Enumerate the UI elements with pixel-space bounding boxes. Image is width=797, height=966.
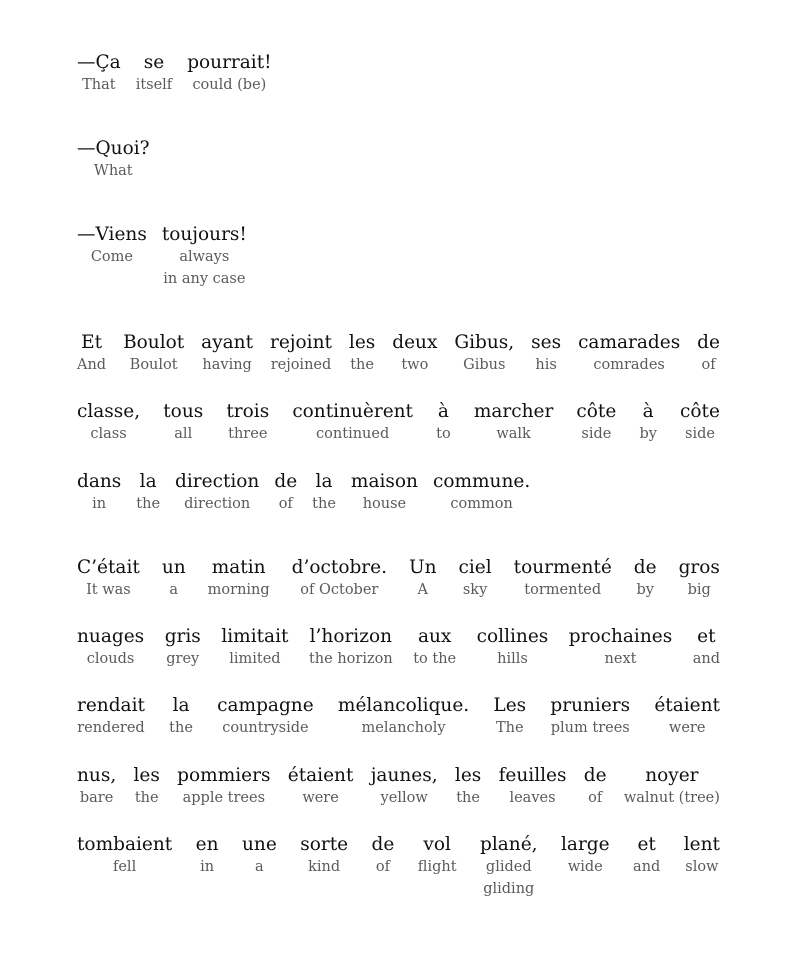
french-word: nus,: [77, 765, 117, 786]
english-gloss: continued: [316, 426, 390, 442]
french-word: lent: [683, 834, 720, 855]
english-gloss: wide: [567, 859, 603, 875]
word-pair: [134, 765, 160, 809]
english-gloss: common: [450, 496, 513, 512]
english-gloss: comrades: [593, 357, 665, 373]
word-pair: [624, 765, 720, 809]
english-gloss: hills: [497, 651, 528, 667]
french-word: ayant: [201, 332, 254, 353]
word-pair: [679, 557, 720, 601]
english-gloss: walk: [496, 426, 531, 442]
french-word: direction: [175, 471, 260, 492]
english-gloss: Come: [90, 249, 133, 265]
french-word: Et: [81, 332, 103, 353]
french-word: Les: [493, 695, 527, 716]
word-pair: [187, 52, 271, 96]
english-gloss: apple trees: [182, 790, 266, 806]
english-gloss: the: [350, 357, 374, 373]
french-word: nuages: [77, 626, 145, 647]
french-word: feuilles: [498, 765, 567, 786]
french-word: toujours!: [161, 224, 247, 245]
french-word: Boulot: [123, 332, 185, 353]
french-word: noyer: [645, 765, 699, 786]
english-gloss: It was: [86, 582, 131, 598]
english-gloss: all: [174, 426, 193, 442]
word-pair: [633, 834, 660, 878]
french-word: pommiers: [177, 765, 271, 786]
word-pair: [455, 765, 481, 809]
french-word: à: [642, 401, 654, 422]
english-gloss: were: [668, 720, 706, 736]
french-word: limitait: [221, 626, 289, 647]
word-pair: [569, 626, 672, 670]
english-gloss: big: [687, 582, 711, 598]
english-gloss: countryside: [222, 720, 309, 736]
word-pair: [697, 332, 720, 376]
word-pair: [217, 695, 314, 739]
word-pair: [349, 332, 375, 376]
french-word: tous: [163, 401, 204, 422]
french-word: vol: [423, 834, 451, 855]
word-pair: [77, 834, 172, 878]
word-pair: [162, 557, 186, 601]
english-gloss: yellow: [380, 790, 428, 806]
english-gloss: two: [401, 357, 429, 373]
english-gloss: the: [134, 790, 159, 806]
english-gloss: A: [417, 582, 428, 598]
english-gloss: the: [456, 790, 480, 806]
english-gloss: leaves: [509, 790, 556, 806]
gloss-line: [77, 765, 720, 809]
english-gloss: of: [701, 357, 716, 373]
word-pair: [392, 332, 437, 376]
french-word: continuèrent: [292, 401, 413, 422]
french-word: étaient: [654, 695, 720, 716]
french-word: tourmenté: [513, 557, 612, 578]
english-gloss-alternate: in any case: [163, 271, 246, 287]
gloss-line: [77, 52, 272, 96]
english-gloss: the: [169, 720, 193, 736]
french-word: —Viens: [77, 224, 147, 245]
english-gloss: the: [136, 496, 161, 512]
word-pair: [409, 557, 437, 601]
word-pair: [418, 834, 457, 878]
word-pair: [561, 834, 610, 878]
gloss-line: [77, 834, 720, 900]
french-word: une: [241, 834, 277, 855]
french-word: large: [561, 834, 610, 855]
english-gloss: could (be): [192, 77, 267, 93]
french-word: la: [139, 471, 157, 492]
french-word: camarades: [578, 332, 681, 353]
word-pair: [338, 695, 469, 739]
english-gloss: of October: [300, 582, 379, 598]
english-gloss: itself: [135, 77, 173, 93]
french-word: la: [315, 471, 333, 492]
french-word: à: [437, 401, 449, 422]
english-gloss: in: [92, 496, 107, 512]
english-gloss: and: [692, 651, 720, 667]
english-gloss: direction: [184, 496, 251, 512]
english-gloss: melancholy: [361, 720, 446, 736]
gloss-line: [77, 695, 720, 739]
word-pair: [413, 626, 456, 670]
french-word: de: [371, 834, 395, 855]
word-pair: [639, 401, 656, 445]
french-word: marcher: [473, 401, 554, 422]
word-pair: [162, 224, 247, 290]
french-word: étaient: [287, 765, 354, 786]
word-pair: [77, 52, 121, 96]
english-gloss: plum trees: [550, 720, 630, 736]
gloss-line: [77, 557, 720, 601]
french-word: pruniers: [550, 695, 631, 716]
word-pair: [372, 834, 395, 878]
word-pair: [123, 332, 184, 376]
word-pair: [288, 765, 354, 809]
word-pair: [684, 834, 720, 878]
word-pair: [514, 557, 612, 601]
english-gloss: to the: [413, 651, 457, 667]
english-gloss: by: [639, 426, 657, 442]
word-pair: [578, 332, 680, 376]
english-gloss: of: [588, 790, 603, 806]
english-gloss: always: [179, 249, 230, 265]
english-gloss: Gibus: [463, 357, 506, 373]
word-pair: [550, 695, 630, 739]
word-pair: [292, 557, 387, 601]
english-gloss: fell: [112, 859, 137, 875]
french-word: —Quoi?: [77, 138, 150, 159]
french-word: Gibus,: [454, 332, 515, 353]
french-word: C’était: [77, 557, 140, 578]
french-word: classe,: [77, 401, 141, 422]
word-pair: [77, 401, 140, 445]
word-pair: [208, 557, 270, 601]
english-gloss: of: [278, 496, 293, 512]
english-gloss: the horizon: [308, 651, 393, 667]
english-gloss: slow: [685, 859, 719, 875]
english-gloss: three: [228, 426, 268, 442]
english-gloss: kind: [308, 859, 341, 875]
word-pair: [270, 332, 332, 376]
word-pair: [292, 401, 413, 445]
english-gloss: the: [312, 496, 336, 512]
word-pair: [201, 332, 253, 376]
word-pair: [351, 471, 418, 515]
word-pair: [493, 695, 526, 739]
word-pair: [136, 52, 173, 96]
french-word: côte: [576, 401, 617, 422]
english-gloss: rendered: [77, 720, 145, 736]
french-word: rejoint: [270, 332, 332, 353]
english-gloss: side: [581, 426, 612, 442]
french-word: Un: [408, 557, 437, 578]
french-word: matin: [211, 557, 266, 578]
word-pair: [459, 557, 492, 601]
gloss-line: [77, 138, 150, 182]
word-pair: [693, 626, 720, 670]
english-gloss: having: [202, 357, 252, 373]
english-gloss: glided: [485, 859, 532, 875]
english-gloss: That: [82, 77, 116, 93]
english-gloss: walnut (tree): [623, 790, 720, 806]
word-pair: [77, 557, 140, 601]
english-gloss: next: [604, 651, 637, 667]
english-gloss: The: [495, 720, 524, 736]
word-pair: [454, 332, 514, 376]
gloss-line: [77, 401, 720, 445]
word-pair: [474, 401, 553, 445]
english-gloss: tormented: [524, 582, 602, 598]
french-word: les: [133, 765, 160, 786]
english-gloss: What: [93, 163, 133, 179]
french-word: ses: [531, 332, 562, 353]
word-pair: [634, 557, 657, 601]
french-word: collines: [476, 626, 549, 647]
french-word: et: [697, 626, 716, 647]
english-gloss: his: [535, 357, 557, 373]
word-pair: [77, 138, 150, 182]
french-word: en: [195, 834, 219, 855]
word-pair: [300, 834, 348, 878]
gloss-line: [77, 224, 247, 290]
english-gloss: side: [685, 426, 715, 442]
english-gloss: Boulot: [129, 357, 178, 373]
english-gloss: to: [436, 426, 451, 442]
french-word: gris: [164, 626, 201, 647]
french-word: sorte: [300, 834, 349, 855]
french-word: pourrait!: [187, 52, 272, 73]
word-pair: [274, 471, 297, 515]
english-gloss: class: [90, 426, 127, 442]
french-word: d’octobre.: [291, 557, 387, 578]
french-word: de: [583, 765, 607, 786]
french-word: côte: [680, 401, 720, 422]
word-pair: [654, 695, 720, 739]
word-pair: [77, 471, 121, 515]
english-gloss: a: [255, 859, 264, 875]
english-gloss: sky: [462, 582, 488, 598]
word-pair: [371, 765, 438, 809]
french-word: deux: [392, 332, 438, 353]
french-word: et: [637, 834, 656, 855]
word-pair: [196, 834, 219, 878]
french-word: tombaient: [77, 834, 173, 855]
french-word: maison: [350, 471, 418, 492]
word-pair: [77, 224, 147, 268]
english-gloss: rejoined: [270, 357, 332, 373]
english-gloss: limited: [229, 651, 281, 667]
english-gloss: of: [375, 859, 390, 875]
french-word: jaunes,: [370, 765, 438, 786]
english-gloss: a: [169, 582, 179, 598]
french-word: se: [143, 52, 165, 73]
word-pair: [169, 695, 193, 739]
french-word: de: [633, 557, 657, 578]
word-pair: [226, 401, 269, 445]
english-gloss: in: [200, 859, 215, 875]
french-word: rendait: [77, 695, 145, 716]
word-pair: [77, 332, 106, 376]
gloss-line: [77, 332, 720, 376]
word-pair: [531, 332, 561, 376]
french-word: gros: [678, 557, 720, 578]
french-word: plané,: [480, 834, 538, 855]
word-pair: [136, 471, 160, 515]
french-word: campagne: [217, 695, 314, 716]
english-gloss: morning: [207, 582, 270, 598]
french-word: commune.: [432, 471, 531, 492]
french-word: un: [161, 557, 186, 578]
french-word: aux: [417, 626, 452, 647]
french-word: l’horizon: [309, 626, 393, 647]
english-gloss: by: [636, 582, 654, 598]
gloss-line: [77, 626, 720, 670]
word-pair: [309, 626, 393, 670]
gloss-line: [77, 471, 530, 515]
english-gloss: were: [302, 790, 339, 806]
french-word: trois: [226, 401, 270, 422]
word-pair: [576, 401, 616, 445]
word-pair: [680, 401, 720, 445]
word-pair: [584, 765, 607, 809]
word-pair: [433, 471, 530, 515]
english-gloss: and: [633, 859, 661, 875]
word-pair: [77, 626, 144, 670]
english-gloss: grey: [166, 651, 200, 667]
english-gloss: flight: [417, 859, 457, 875]
word-pair: [177, 765, 270, 809]
english-gloss: house: [362, 496, 407, 512]
french-word: de: [697, 332, 720, 353]
word-pair: [77, 695, 145, 739]
word-pair: [436, 401, 451, 445]
french-word: mélancolique.: [337, 695, 470, 716]
french-word: les: [348, 332, 376, 353]
word-pair: [480, 834, 538, 900]
word-pair: [165, 626, 201, 670]
english-gloss: And: [77, 357, 107, 373]
word-pair: [242, 834, 277, 878]
french-word: prochaines: [568, 626, 673, 647]
word-pair: [477, 626, 549, 670]
french-word: ciel: [458, 557, 492, 578]
word-pair: [175, 471, 259, 515]
english-gloss-alternate: gliding: [483, 881, 535, 897]
word-pair: [221, 626, 288, 670]
french-word: les: [454, 765, 482, 786]
french-word: —Ça: [77, 52, 121, 73]
word-pair: [77, 765, 116, 809]
english-gloss: clouds: [86, 651, 135, 667]
word-pair: [312, 471, 336, 515]
english-gloss: bare: [79, 790, 114, 806]
word-pair: [163, 401, 203, 445]
french-word: la: [172, 695, 190, 716]
word-pair: [499, 765, 567, 809]
french-word: dans: [77, 471, 122, 492]
french-word: de: [274, 471, 298, 492]
